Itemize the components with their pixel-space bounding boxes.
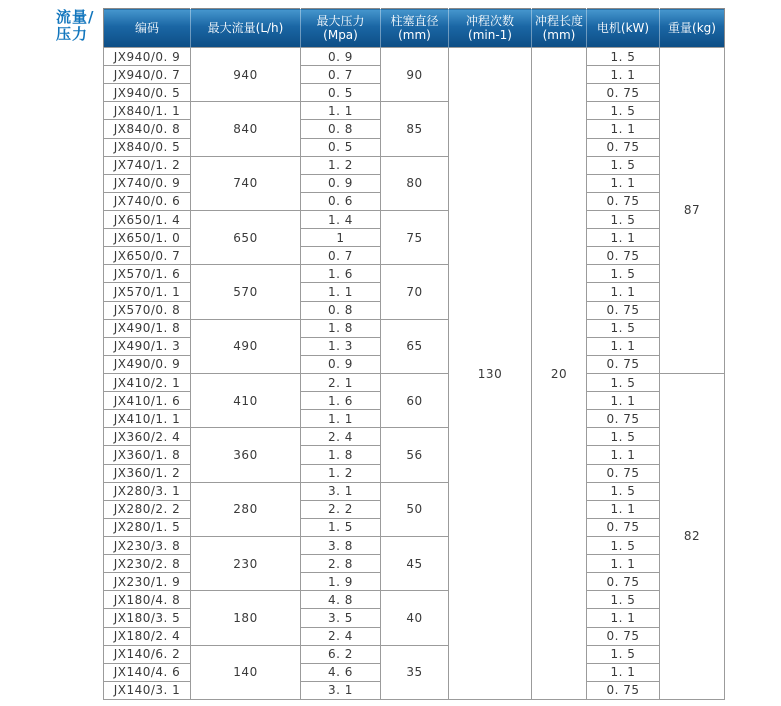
- header-row: [104, 9, 725, 48]
- code-cell: JX280/1. 5: [104, 518, 191, 536]
- table-row: [104, 482, 725, 500]
- pressure-cell: 2. 2: [301, 500, 381, 518]
- code-cell: JX740/0. 6: [104, 192, 191, 210]
- spec-table: [103, 8, 725, 700]
- table-row: [104, 591, 725, 609]
- motor-cell: 1. 5: [587, 102, 660, 120]
- motor-cell: 1. 1: [587, 283, 660, 301]
- col-header-max-pressure: 最大压力 (Mpa): [301, 9, 381, 48]
- pressure-cell: 2. 4: [301, 627, 381, 645]
- motor-cell: 0. 75: [587, 410, 660, 428]
- pressure-cell: 2. 4: [301, 428, 381, 446]
- motor-cell: 1. 5: [587, 265, 660, 283]
- motor-cell: 0. 75: [587, 247, 660, 265]
- diameter-cell: 50: [381, 482, 449, 536]
- diameter-cell: 70: [381, 265, 449, 319]
- motor-cell: 1. 1: [587, 555, 660, 573]
- table-row: [104, 48, 725, 66]
- motor-cell: 1. 1: [587, 446, 660, 464]
- motor-cell: 0. 75: [587, 518, 660, 536]
- flow-cell: 940: [191, 48, 301, 102]
- diameter-cell: 90: [381, 48, 449, 102]
- flow-cell: 740: [191, 156, 301, 210]
- code-cell: JX840/0. 8: [104, 120, 191, 138]
- motor-cell: 1. 5: [587, 210, 660, 228]
- flow-cell: 570: [191, 265, 301, 319]
- code-cell: JX230/3. 8: [104, 536, 191, 554]
- code-cell: JX360/2. 4: [104, 428, 191, 446]
- col-header-weight: 重量(kg): [660, 9, 725, 48]
- pressure-cell: 1: [301, 229, 381, 247]
- code-cell: JX410/2. 1: [104, 373, 191, 391]
- stroke-length-cell: 20: [532, 48, 587, 700]
- code-cell: JX140/6. 2: [104, 645, 191, 663]
- col-header-plunger-diameter: 柱塞直径 (mm): [381, 9, 449, 48]
- motor-cell: 0. 75: [587, 138, 660, 156]
- motor-cell: 0. 75: [587, 84, 660, 102]
- motor-cell: 0. 75: [587, 192, 660, 210]
- code-cell: JX740/0. 9: [104, 174, 191, 192]
- code-cell: JX490/1. 8: [104, 319, 191, 337]
- pressure-cell: 4. 8: [301, 591, 381, 609]
- pressure-cell: 0. 5: [301, 138, 381, 156]
- pressure-cell: 0. 7: [301, 247, 381, 265]
- motor-cell: 1. 1: [587, 392, 660, 410]
- pressure-cell: 2. 1: [301, 373, 381, 391]
- code-cell: JX180/3. 5: [104, 609, 191, 627]
- flow-pressure-label: [56, 9, 94, 43]
- motor-cell: 1. 5: [587, 482, 660, 500]
- code-cell: JX410/1. 6: [104, 392, 191, 410]
- flow-cell: 360: [191, 428, 301, 482]
- code-cell: JX180/4. 8: [104, 591, 191, 609]
- pressure-cell: 0. 6: [301, 192, 381, 210]
- code-cell: JX940/0. 5: [104, 84, 191, 102]
- diameter-cell: 45: [381, 536, 449, 590]
- pressure-cell: 1. 9: [301, 573, 381, 591]
- pressure-cell: 6. 2: [301, 645, 381, 663]
- pressure-cell: 0. 8: [301, 120, 381, 138]
- code-cell: JX230/2. 8: [104, 555, 191, 573]
- table-row: [104, 265, 725, 283]
- code-cell: JX570/0. 8: [104, 301, 191, 319]
- motor-cell: 1. 1: [587, 609, 660, 627]
- col-header-motor: 电机(kW): [587, 9, 660, 48]
- pressure-cell: 4. 6: [301, 663, 381, 681]
- weight-cell: 87: [660, 48, 725, 374]
- pressure-cell: 0. 8: [301, 301, 381, 319]
- motor-cell: 0. 75: [587, 681, 660, 699]
- motor-cell: 0. 75: [587, 464, 660, 482]
- motor-cell: 0. 75: [587, 355, 660, 373]
- motor-cell: 1. 5: [587, 428, 660, 446]
- motor-cell: 1. 5: [587, 373, 660, 391]
- flow-cell: 840: [191, 102, 301, 156]
- table-row: [104, 428, 725, 446]
- pressure-cell: 0. 9: [301, 48, 381, 66]
- code-cell: JX490/0. 9: [104, 355, 191, 373]
- pressure-cell: 3. 1: [301, 681, 381, 699]
- motor-cell: 0. 75: [587, 627, 660, 645]
- code-cell: JX570/1. 1: [104, 283, 191, 301]
- diameter-cell: 85: [381, 102, 449, 156]
- motor-cell: 1. 1: [587, 120, 660, 138]
- code-cell: JX410/1. 1: [104, 410, 191, 428]
- motor-cell: 1. 1: [587, 66, 660, 84]
- code-cell: JX140/4. 6: [104, 663, 191, 681]
- flow-cell: 230: [191, 536, 301, 590]
- motor-cell: 1. 1: [587, 229, 660, 247]
- stroke-count-cell: 130: [449, 48, 532, 700]
- motor-cell: 1. 5: [587, 591, 660, 609]
- code-cell: JX840/1. 1: [104, 102, 191, 120]
- motor-cell: 1. 1: [587, 663, 660, 681]
- flow-pressure-label-line2: 压力: [56, 25, 89, 43]
- col-header-code: 编码: [104, 9, 191, 48]
- code-cell: JX740/1. 2: [104, 156, 191, 174]
- diameter-cell: 40: [381, 591, 449, 645]
- flow-cell: 140: [191, 645, 301, 699]
- code-cell: JX230/1. 9: [104, 573, 191, 591]
- pressure-cell: 1. 3: [301, 337, 381, 355]
- code-cell: JX650/1. 0: [104, 229, 191, 247]
- table-row: [104, 156, 725, 174]
- pressure-cell: 3. 1: [301, 482, 381, 500]
- pressure-cell: 1. 6: [301, 265, 381, 283]
- weight-cell: 82: [660, 373, 725, 699]
- motor-cell: 0. 75: [587, 573, 660, 591]
- code-cell: JX360/1. 2: [104, 464, 191, 482]
- diameter-cell: 35: [381, 645, 449, 699]
- motor-cell: 1. 5: [587, 156, 660, 174]
- diameter-cell: 80: [381, 156, 449, 210]
- motor-cell: 1. 1: [587, 174, 660, 192]
- spec-table-header: [104, 9, 725, 48]
- diameter-cell: 56: [381, 428, 449, 482]
- pressure-cell: 1. 1: [301, 283, 381, 301]
- table-row: [104, 373, 725, 391]
- pressure-cell: 1. 6: [301, 392, 381, 410]
- table-row: [104, 102, 725, 120]
- diameter-cell: 75: [381, 210, 449, 264]
- motor-cell: 1. 5: [587, 319, 660, 337]
- flow-cell: 180: [191, 591, 301, 645]
- motor-cell: 1. 5: [587, 645, 660, 663]
- code-cell: JX490/1. 3: [104, 337, 191, 355]
- table-row: [104, 645, 725, 663]
- pressure-cell: 0. 9: [301, 355, 381, 373]
- code-cell: JX280/3. 1: [104, 482, 191, 500]
- code-cell: JX140/3. 1: [104, 681, 191, 699]
- pressure-cell: 0. 9: [301, 174, 381, 192]
- motor-cell: 0. 75: [587, 301, 660, 319]
- pressure-cell: 1. 2: [301, 156, 381, 174]
- code-cell: JX280/2. 2: [104, 500, 191, 518]
- flow-cell: 650: [191, 210, 301, 264]
- flow-cell: 410: [191, 373, 301, 427]
- pressure-cell: 1. 8: [301, 446, 381, 464]
- code-cell: JX180/2. 4: [104, 627, 191, 645]
- table-row: [104, 536, 725, 554]
- col-header-stroke-count: 冲程次数 (min-1): [449, 9, 532, 48]
- motor-cell: 1. 5: [587, 536, 660, 554]
- pressure-cell: 3. 5: [301, 609, 381, 627]
- pressure-cell: 1. 2: [301, 464, 381, 482]
- motor-cell: 1. 5: [587, 48, 660, 66]
- pressure-cell: 1. 8: [301, 319, 381, 337]
- pressure-cell: 3. 8: [301, 536, 381, 554]
- code-cell: JX650/0. 7: [104, 247, 191, 265]
- flow-cell: 280: [191, 482, 301, 536]
- motor-cell: 1. 1: [587, 337, 660, 355]
- diameter-cell: 60: [381, 373, 449, 427]
- code-cell: JX570/1. 6: [104, 265, 191, 283]
- col-header-max-flow: 最大流量(L/h): [191, 9, 301, 48]
- diameter-cell: 65: [381, 319, 449, 373]
- table-row: [104, 319, 725, 337]
- pressure-cell: 0. 7: [301, 66, 381, 84]
- pressure-cell: 0. 5: [301, 84, 381, 102]
- motor-cell: 1. 1: [587, 500, 660, 518]
- code-cell: JX650/1. 4: [104, 210, 191, 228]
- pressure-cell: 1. 4: [301, 210, 381, 228]
- flow-cell: 490: [191, 319, 301, 373]
- pressure-cell: 2. 8: [301, 555, 381, 573]
- table-row: [104, 210, 725, 228]
- col-header-stroke-length: 冲程长度 (mm): [532, 9, 587, 48]
- spec-table-body: [104, 48, 725, 700]
- pressure-cell: 1. 5: [301, 518, 381, 536]
- pressure-cell: 1. 1: [301, 102, 381, 120]
- code-cell: JX360/1. 8: [104, 446, 191, 464]
- code-cell: JX940/0. 9: [104, 48, 191, 66]
- pressure-cell: 1. 1: [301, 410, 381, 428]
- code-cell: JX940/0. 7: [104, 66, 191, 84]
- code-cell: JX840/0. 5: [104, 138, 191, 156]
- flow-pressure-label-line1: 流量/: [56, 8, 95, 26]
